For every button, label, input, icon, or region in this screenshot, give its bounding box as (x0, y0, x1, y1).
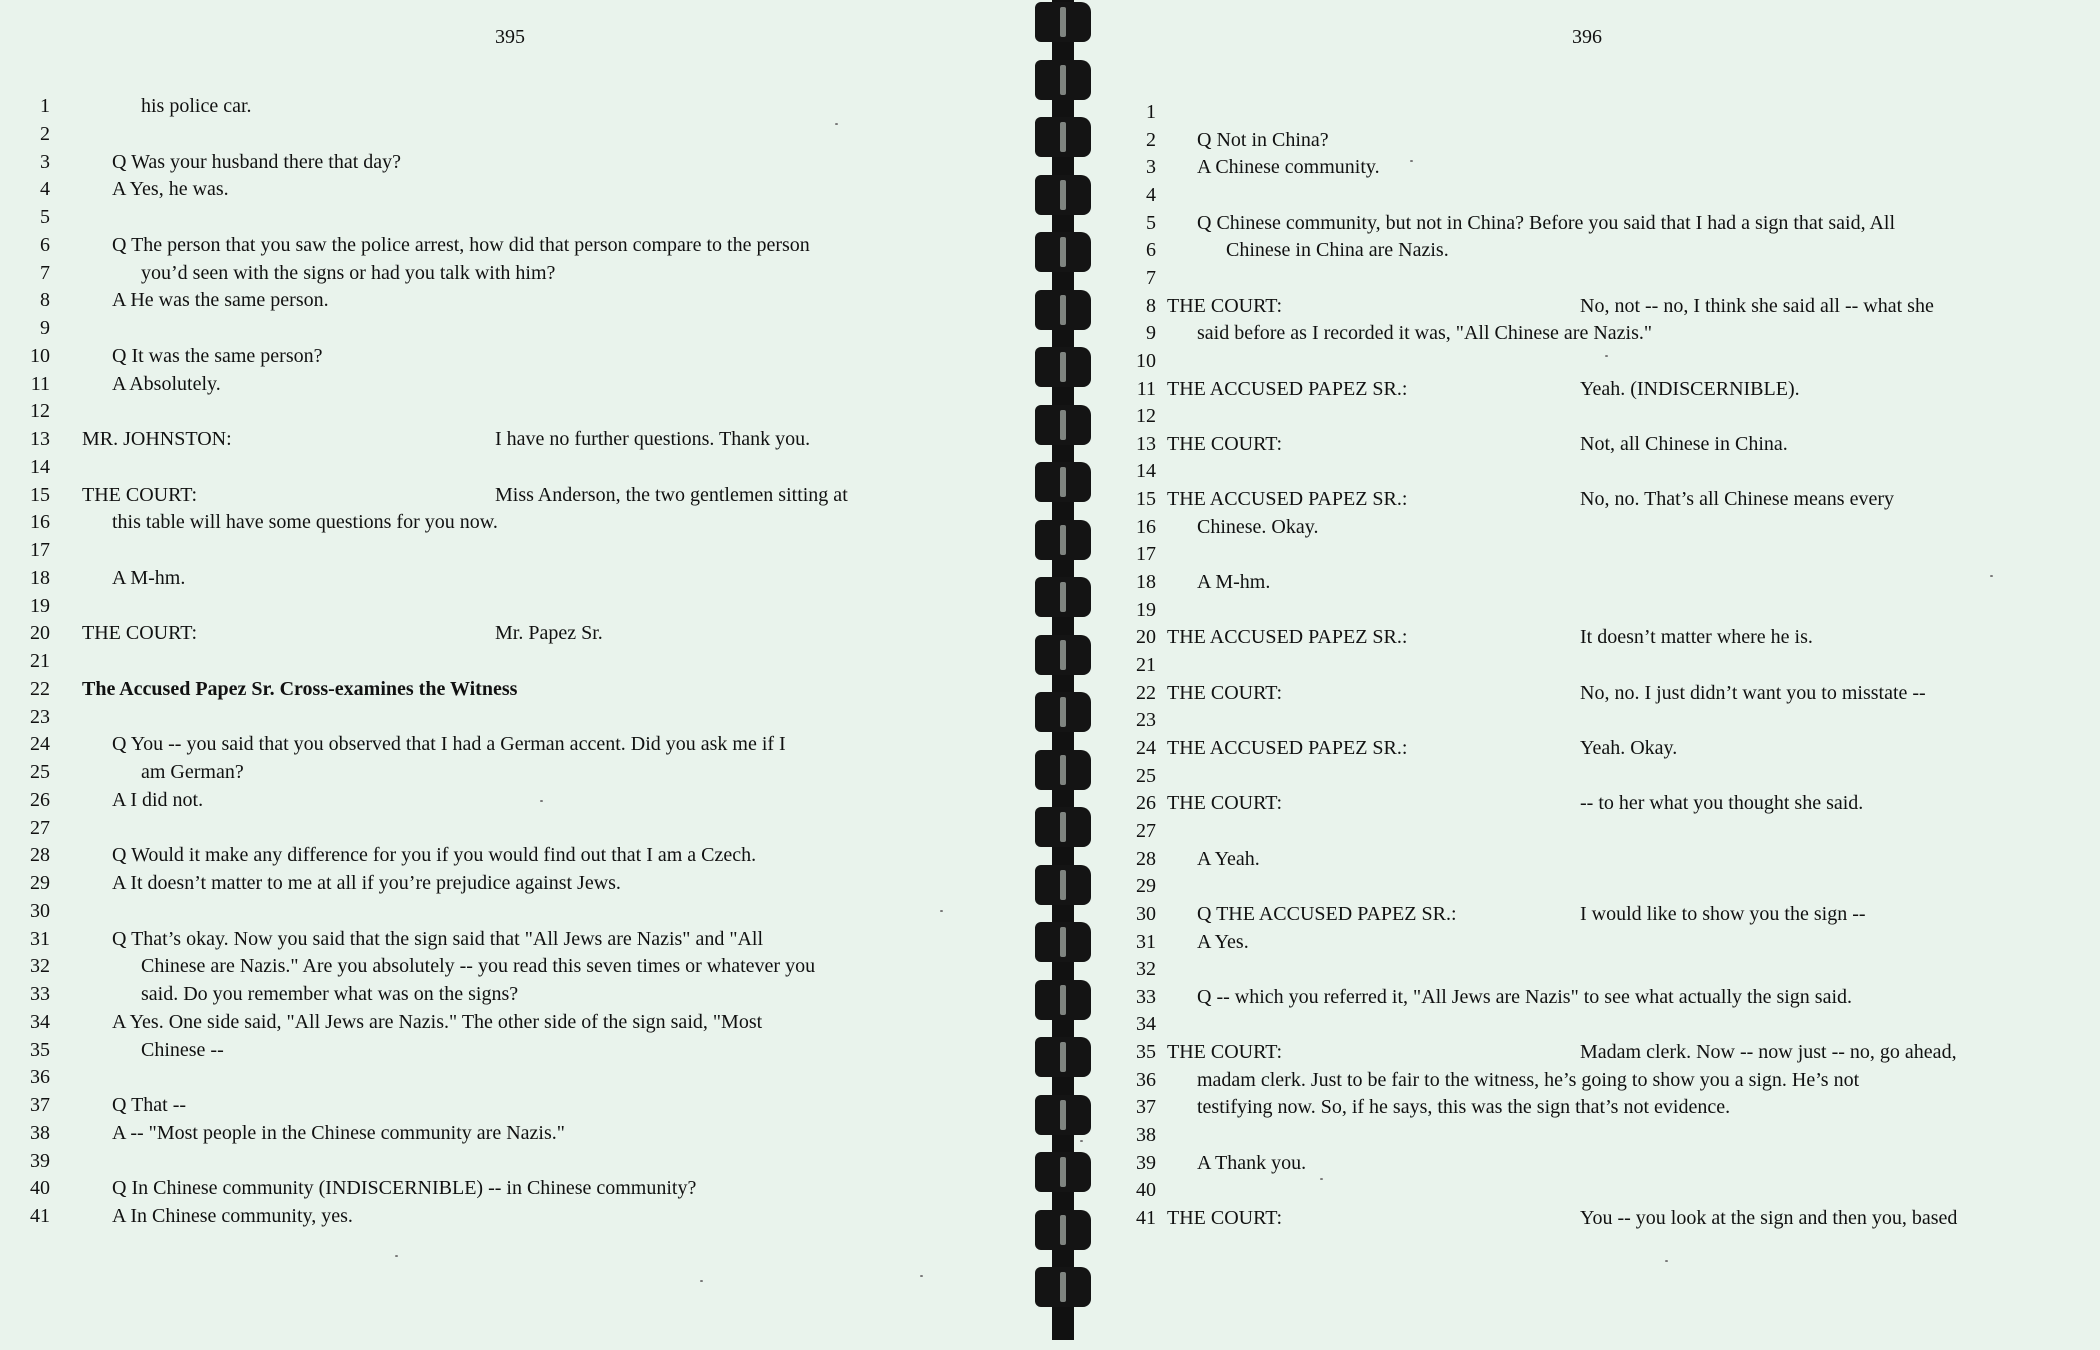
speaker-label: THE ACCUSED PAPEZ SR.: (1167, 737, 1408, 759)
line-text: said. Do you remember what was on the signs? (141, 983, 519, 1005)
line-text: Miss Anderson, the two gentlemen sitting at (495, 484, 848, 506)
line-number: 22 (1136, 682, 1156, 704)
scan-speck (395, 1255, 398, 1257)
line-text: Q In Chinese community (INDISCERNIBLE) -- in Chinese community? (112, 1177, 697, 1199)
line-number: 23 (30, 706, 50, 728)
line-number: 11 (1136, 378, 1156, 400)
transcript-line (0, 619, 1000, 647)
line-number: 23 (1136, 709, 1156, 731)
line-number: 36 (30, 1066, 50, 1088)
line-text: am German? (141, 761, 244, 783)
line-number: 35 (1136, 1041, 1156, 1063)
line-number: 29 (30, 872, 50, 894)
line-text: A M-hm. (112, 567, 186, 589)
binding-coil (1035, 290, 1091, 330)
binding-coil (1035, 635, 1091, 675)
speaker-label: THE COURT: (1167, 682, 1283, 704)
binding-coil (1035, 1152, 1091, 1192)
speaker-label: THE COURT: (82, 484, 198, 506)
transcript-line (0, 231, 1000, 259)
transcript-line (0, 980, 1000, 1008)
transcript-line (1095, 485, 2095, 513)
line-number: 33 (30, 983, 50, 1005)
transcript-page-left (0, 0, 1030, 1350)
line-text: A Thank you. (1197, 1152, 1307, 1174)
line-number: 8 (40, 289, 50, 311)
line-text: Chinese in China are Nazis. (1226, 239, 1449, 261)
line-number: 10 (1136, 350, 1156, 372)
transcript-line (0, 481, 1000, 509)
line-number: 17 (30, 539, 50, 561)
line-text: -- to her what you thought she said. (1580, 792, 1864, 814)
line-number: 34 (30, 1011, 50, 1033)
transcript-line (1095, 209, 2095, 237)
line-number: 24 (1136, 737, 1156, 759)
line-number: 21 (1136, 654, 1156, 676)
scan-speck (1410, 160, 1413, 162)
line-number: 33 (1136, 986, 1156, 1008)
line-text: A Chinese community. (1197, 156, 1380, 178)
speaker-label: THE COURT: (1167, 1207, 1283, 1229)
binding-coil (1035, 117, 1091, 157)
line-number: 5 (40, 206, 50, 228)
line-number: 21 (30, 650, 50, 672)
transcript-line (1095, 236, 2095, 264)
binding-coil (1035, 520, 1091, 560)
line-number: 18 (1136, 571, 1156, 593)
line-text: A It doesn’t matter to me at all if you’re prejudice against Jews. (112, 872, 621, 894)
line-number: 38 (1136, 1124, 1156, 1146)
line-text: testifying now. So, if he says, this was the sign that’s not evidence. (1197, 1096, 1731, 1118)
transcript-line (1095, 706, 2095, 734)
transcript-line (1095, 762, 2095, 790)
line-number: 3 (1146, 156, 1156, 178)
transcript-line (0, 647, 1000, 675)
transcript-line (0, 1036, 1000, 1064)
transcript-line (0, 592, 1000, 620)
transcript-line (1095, 789, 2095, 817)
transcript-line (0, 1119, 1000, 1147)
scan-speck (700, 1280, 703, 1282)
line-number: 13 (1136, 433, 1156, 455)
scan-speck (920, 1275, 923, 1277)
line-text: A Yes, he was. (112, 178, 229, 200)
transcript-line (0, 508, 1000, 536)
transcript-line (0, 397, 1000, 425)
speaker-label: THE COURT: (1167, 792, 1283, 814)
line-number: 27 (30, 817, 50, 839)
line-text: Q You -- you said that you observed that I had a German accent. Did you ask me if I (112, 733, 786, 755)
line-number: 8 (1146, 295, 1156, 317)
line-text: No, no. That’s all Chinese means every (1580, 488, 1895, 510)
line-text: A M-hm. (1197, 571, 1271, 593)
line-number: 32 (1136, 958, 1156, 980)
line-number: 40 (1136, 1179, 1156, 1201)
line-text: You -- you look at the sign and then you, based (1580, 1207, 1958, 1229)
transcript-line (1095, 347, 2095, 375)
transcript-line (1095, 98, 2095, 126)
line-number: 14 (1136, 460, 1156, 482)
line-number: 16 (30, 511, 50, 533)
binding-coil (1035, 692, 1091, 732)
transcript-line (1095, 375, 2095, 403)
line-number: 24 (30, 733, 50, 755)
line-number: 9 (40, 317, 50, 339)
speaker-label: THE ACCUSED PAPEZ SR.: (1167, 488, 1408, 510)
speaker-label: THE COURT: (1167, 433, 1283, 455)
transcript-line (0, 1091, 1000, 1119)
transcript-line (0, 1063, 1000, 1091)
line-number: 39 (30, 1150, 50, 1172)
transcript-line (0, 92, 1000, 120)
binding-coil (1035, 175, 1091, 215)
transcript-line (0, 203, 1000, 231)
scan-speck (1320, 1178, 1323, 1180)
line-number: 26 (1136, 792, 1156, 814)
transcript-line (1095, 319, 2095, 347)
scan-speck (940, 910, 943, 912)
line-text: Q Not in China? (1197, 129, 1329, 151)
line-text: A Yeah. (1197, 848, 1260, 870)
transcript-line (0, 120, 1000, 148)
line-number: 1 (40, 95, 50, 117)
line-number: 6 (1146, 239, 1156, 261)
transcript-line (1095, 983, 2095, 1011)
binding-coil (1035, 807, 1091, 847)
scan-speck (1605, 355, 1608, 357)
transcript-line (0, 841, 1000, 869)
transcript-line (0, 1202, 1000, 1230)
scan-speck (1990, 575, 1993, 577)
line-text: A In Chinese community, yes. (112, 1205, 353, 1227)
transcript-line (0, 314, 1000, 342)
line-text: Madam clerk. Now -- now just -- no, go ahead, (1580, 1041, 1957, 1063)
line-text: you’d seen with the signs or had you talk with him? (141, 262, 556, 284)
transcript-line (1095, 513, 2095, 541)
line-text: Not, all Chinese in China. (1580, 433, 1788, 455)
line-number: 36 (1136, 1069, 1156, 1091)
transcript-line (0, 786, 1000, 814)
line-text: I have no further questions. Thank you. (495, 428, 811, 450)
line-text: Yeah. Okay. (1580, 737, 1678, 759)
transcript-line (0, 536, 1000, 564)
line-number: 29 (1136, 875, 1156, 897)
binding-coil (1035, 922, 1091, 962)
transcript-line (0, 453, 1000, 481)
line-text: Q Chinese community, but not in China? Before you said that I had a sign that said, All (1197, 212, 1896, 234)
line-number: 17 (1136, 543, 1156, 565)
binding-coil (1035, 1267, 1091, 1307)
speaker-label: THE COURT: (1167, 1041, 1283, 1063)
binding-coil (1035, 2, 1091, 42)
transcript-line (1095, 181, 2095, 209)
transcript-line (0, 286, 1000, 314)
line-number: 15 (30, 484, 50, 506)
line-number: 3 (40, 151, 50, 173)
transcript-line (1095, 817, 2095, 845)
line-text: Chinese are Nazis." Are you absolutely -- you read this seven times or whatever you (141, 955, 816, 977)
line-number: 22 (30, 678, 50, 700)
line-number: 34 (1136, 1013, 1156, 1035)
line-number: 12 (1136, 405, 1156, 427)
line-number: 11 (30, 373, 50, 395)
spiral-binding (1032, 0, 1094, 1350)
transcript-line (1095, 457, 2095, 485)
line-number: 37 (1136, 1096, 1156, 1118)
line-number: 19 (1136, 599, 1156, 621)
transcript-line (0, 175, 1000, 203)
transcript-line (1095, 1066, 2095, 1094)
transcript-line (0, 1147, 1000, 1175)
transcript-line (0, 869, 1000, 897)
transcript-line (0, 897, 1000, 925)
line-number: 9 (1146, 322, 1156, 344)
binding-coil (1035, 1095, 1091, 1135)
transcript-line (1095, 1176, 2095, 1204)
line-text: Q Was your husband there that day? (112, 151, 402, 173)
line-number: 41 (30, 1205, 50, 1227)
transcript-line (1095, 1149, 2095, 1177)
transcript-line (1095, 402, 2095, 430)
line-number: 10 (30, 345, 50, 367)
line-text: Chinese -- (141, 1039, 224, 1061)
speaker-label: MR. JOHNSTON: (82, 428, 232, 450)
line-number: 38 (30, 1122, 50, 1144)
transcript-line (1095, 651, 2095, 679)
transcript-line (1095, 292, 2095, 320)
line-number: 16 (1136, 516, 1156, 538)
line-text: Chinese. Okay. (1197, 516, 1319, 538)
transcript-line (0, 675, 1000, 703)
binding-coil (1035, 1210, 1091, 1250)
line-number: 4 (1146, 184, 1156, 206)
transcript-line (1095, 153, 2095, 181)
line-text: his police car. (141, 95, 252, 117)
binding-coil (1035, 865, 1091, 905)
line-number: 20 (30, 622, 50, 644)
transcript-line (1095, 623, 2095, 651)
transcript-line (1095, 1010, 2095, 1038)
line-number: 12 (30, 400, 50, 422)
speaker-label: Q THE ACCUSED PAPEZ SR.: (1197, 903, 1457, 925)
transcript-line (1095, 430, 2095, 458)
line-number: 15 (1136, 488, 1156, 510)
line-text: madam clerk. Just to be fair to the witness, he’s going to show you a sign. He’s not (1197, 1069, 1860, 1091)
line-number: 7 (1146, 267, 1156, 289)
transcript-page-right (1095, 0, 2100, 1350)
line-text: A Absolutely. (112, 373, 221, 395)
binding-coil (1035, 1037, 1091, 1077)
transcript-line (1095, 264, 2095, 292)
transcript-line (1095, 679, 2095, 707)
binding-coil (1035, 60, 1091, 100)
line-text: No, no. I just didn’t want you to misstate -- (1580, 682, 1926, 704)
line-text: Q That’s okay. Now you said that the sign said that "All Jews are Nazis" and "All (112, 928, 764, 950)
transcript-line (1095, 734, 2095, 762)
binding-coil (1035, 405, 1091, 445)
line-number: 1 (1146, 101, 1156, 123)
transcript-line (1095, 928, 2095, 956)
line-number: 39 (1136, 1152, 1156, 1174)
line-number: 35 (30, 1039, 50, 1061)
line-number: 41 (1136, 1207, 1156, 1229)
line-number: 20 (1136, 626, 1156, 648)
transcript-line (0, 564, 1000, 592)
transcript-line (1095, 1121, 2095, 1149)
transcript-line (1095, 1093, 2095, 1121)
line-number: 27 (1136, 820, 1156, 842)
line-text: A Yes. One side said, "All Jews are Nazis." The other side of the sign said, "Most (112, 1011, 763, 1033)
binding-coil (1035, 347, 1091, 387)
binding-coil (1035, 750, 1091, 790)
line-text: A Yes. (1197, 931, 1249, 953)
scan-speck (540, 800, 543, 802)
speaker-label: THE COURT: (82, 622, 198, 644)
line-number: 25 (30, 761, 50, 783)
transcript-line (0, 148, 1000, 176)
section-heading: The Accused Papez Sr. Cross-examines the Witness (82, 678, 518, 700)
transcript-line (1095, 1204, 2095, 1232)
transcript-line (0, 259, 1000, 287)
line-text: said before as I recorded it was, "All Chinese are Nazis." (1197, 322, 1653, 344)
transcript-line (0, 370, 1000, 398)
transcript-line (1095, 568, 2095, 596)
line-number: 5 (1146, 212, 1156, 234)
transcript-line (1095, 872, 2095, 900)
line-text: Q The person that you saw the police arrest, how did that person compare to the person (112, 234, 810, 256)
line-number: 31 (30, 928, 50, 950)
transcript-line (1095, 540, 2095, 568)
line-number: 40 (30, 1177, 50, 1199)
line-number: 31 (1136, 931, 1156, 953)
speaker-label: THE ACCUSED PAPEZ SR.: (1167, 378, 1408, 400)
line-number: 6 (40, 234, 50, 256)
line-text: A -- "Most people in the Chinese community are Nazis." (112, 1122, 565, 1144)
transcript-line (0, 730, 1000, 758)
transcript-line (1095, 126, 2095, 154)
transcript-line (0, 952, 1000, 980)
line-text: It doesn’t matter where he is. (1580, 626, 1813, 648)
binding-coil (1035, 232, 1091, 272)
line-text: Q -- which you referred it, "All Jews are Nazis" to see what actually the sign said. (1197, 986, 1853, 1008)
line-number: 13 (30, 428, 50, 450)
transcript-line (1095, 955, 2095, 983)
binding-coil (1035, 980, 1091, 1020)
transcript-line (0, 758, 1000, 786)
binding-coil (1035, 462, 1091, 502)
transcript-line (0, 814, 1000, 842)
line-text: A He was the same person. (112, 289, 329, 311)
transcript-line (0, 1174, 1000, 1202)
line-number: 32 (30, 955, 50, 977)
speaker-label: THE COURT: (1167, 295, 1283, 317)
page-number: 396 (1572, 26, 1602, 48)
line-text: Mr. Papez Sr. (495, 622, 603, 644)
line-number: 7 (40, 262, 50, 284)
transcript-line (0, 703, 1000, 731)
scan-speck (1665, 1260, 1668, 1262)
line-number: 28 (30, 844, 50, 866)
transcript-line (1095, 596, 2095, 624)
line-number: 2 (40, 123, 50, 145)
line-number: 25 (1136, 765, 1156, 787)
line-number: 37 (30, 1094, 50, 1116)
line-number: 19 (30, 595, 50, 617)
page-number: 395 (495, 26, 525, 48)
line-number: 30 (1136, 903, 1156, 925)
transcript-line (0, 1008, 1000, 1036)
line-number: 14 (30, 456, 50, 478)
line-number: 30 (30, 900, 50, 922)
line-text: Q It was the same person? (112, 345, 323, 367)
scan-speck (1080, 1140, 1083, 1142)
line-number: 26 (30, 789, 50, 811)
line-number: 4 (40, 178, 50, 200)
transcript-line (1095, 1038, 2095, 1066)
transcript-line (0, 425, 1000, 453)
transcript-line (0, 925, 1000, 953)
line-text: Q That -- (112, 1094, 187, 1116)
transcript-line (1095, 900, 2095, 928)
scan-speck (835, 123, 838, 125)
line-text: Q Would it make any difference for you if you would find out that I am a Czech. (112, 844, 757, 866)
line-text: A I did not. (112, 789, 204, 811)
transcript-line (0, 342, 1000, 370)
transcript-line (1095, 845, 2095, 873)
line-number: 18 (30, 567, 50, 589)
line-text: Yeah. (INDISCERNIBLE). (1580, 378, 1800, 400)
line-number: 2 (1146, 129, 1156, 151)
binding-coil (1035, 577, 1091, 617)
line-text: No, not -- no, I think she said all -- what she (1580, 295, 1934, 317)
line-text: this table will have some questions for you now. (112, 511, 498, 533)
line-number: 28 (1136, 848, 1156, 870)
line-text: I would like to show you the sign -- (1580, 903, 1866, 925)
speaker-label: THE ACCUSED PAPEZ SR.: (1167, 626, 1408, 648)
